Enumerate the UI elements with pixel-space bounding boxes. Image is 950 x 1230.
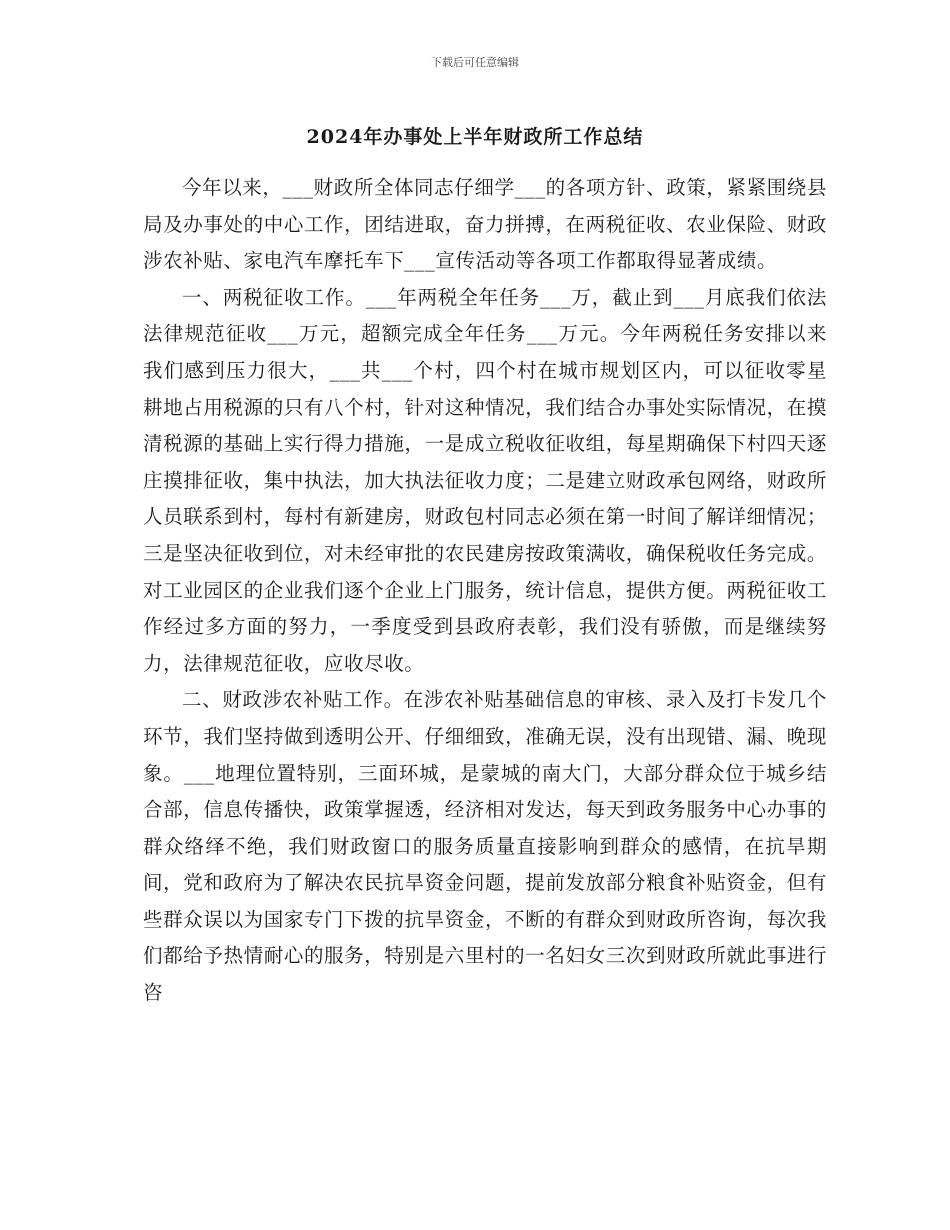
page-header-note: 下载后可任意编辑 — [431, 56, 519, 69]
document-title: 2024年办事处上半年财政所工作总结 — [306, 126, 644, 148]
document-body — [143, 170, 827, 1012]
paragraph-intro: 今年以来，___财政所全体同志仔细学___的各项方针、政策，紧紧围绕县局及办事处的中心工作，团结进取，奋力拼搏，在两税征收、农业保险、财政涉农补贴、家电汽车摩托车下___宣传活动等各项工作都取得显著成绩。 — [143, 176, 828, 273]
paragraph-agricultural-subsidy: 二、财政涉农补贴工作。在涉农补贴基础信息的审核、录入及打卡发几个环节，我们坚持做到透明公开、仔细细致，准确无误，没有出现错、漏、晚现象。___地理位置特别，三面环城，是蒙城的南大门，大部分群众位于城乡结合部，信息传播快，政策掌握透，经济相对发达，每天到政务服务中心办事的群众络绎不绝，我们财政窗口的服务质量直接影响到群众的感情，在抗旱期间，党和政府为了解决农民抗旱资金问题，提前发放部分粮食补贴资金，但有些群众误以为国家专门下拨的抗旱资金，不断的有群众到财政所咨询，每次我们都给予热情耐心的服务，特别是六里村的一名妇女三次到财政所就此事进行咨 — [143, 688, 827, 1005]
paragraph-tax-collection: 一、两税征收工作。___年两税全年任务___万，截止到___月底我们依法法律规范征收___万元，超额完成全年任务___万元。今年两税任务安排以来我们感到压力很大，___共___个村，四个村在城市规划区内，可以征收零星耕地占用税源的只有八个村，针对这种情况，我们结合办事处实际情况，在摸清税源的基础上实行得力措施，一是成立税收征收组，每星期确保下村四天逐庄摸排征收，集中执法，加大执法征收力度；二是建立财政承包网络，财政所人员联系到村，每村有新建房，财政包村同志必须在第一时间了解详细情况；三是坚决征收到位，对未经审批的农民建房按政策满收，确保税收任务完成。对工业园区的企业我们逐个企业上门服务，统计信息，提供方便。两税征收工作经过多方面的努力，一季度受到县政府表彰，我们没有骄傲，而是继续努力，法律规范征收，应收尽收。 — [143, 285, 827, 675]
